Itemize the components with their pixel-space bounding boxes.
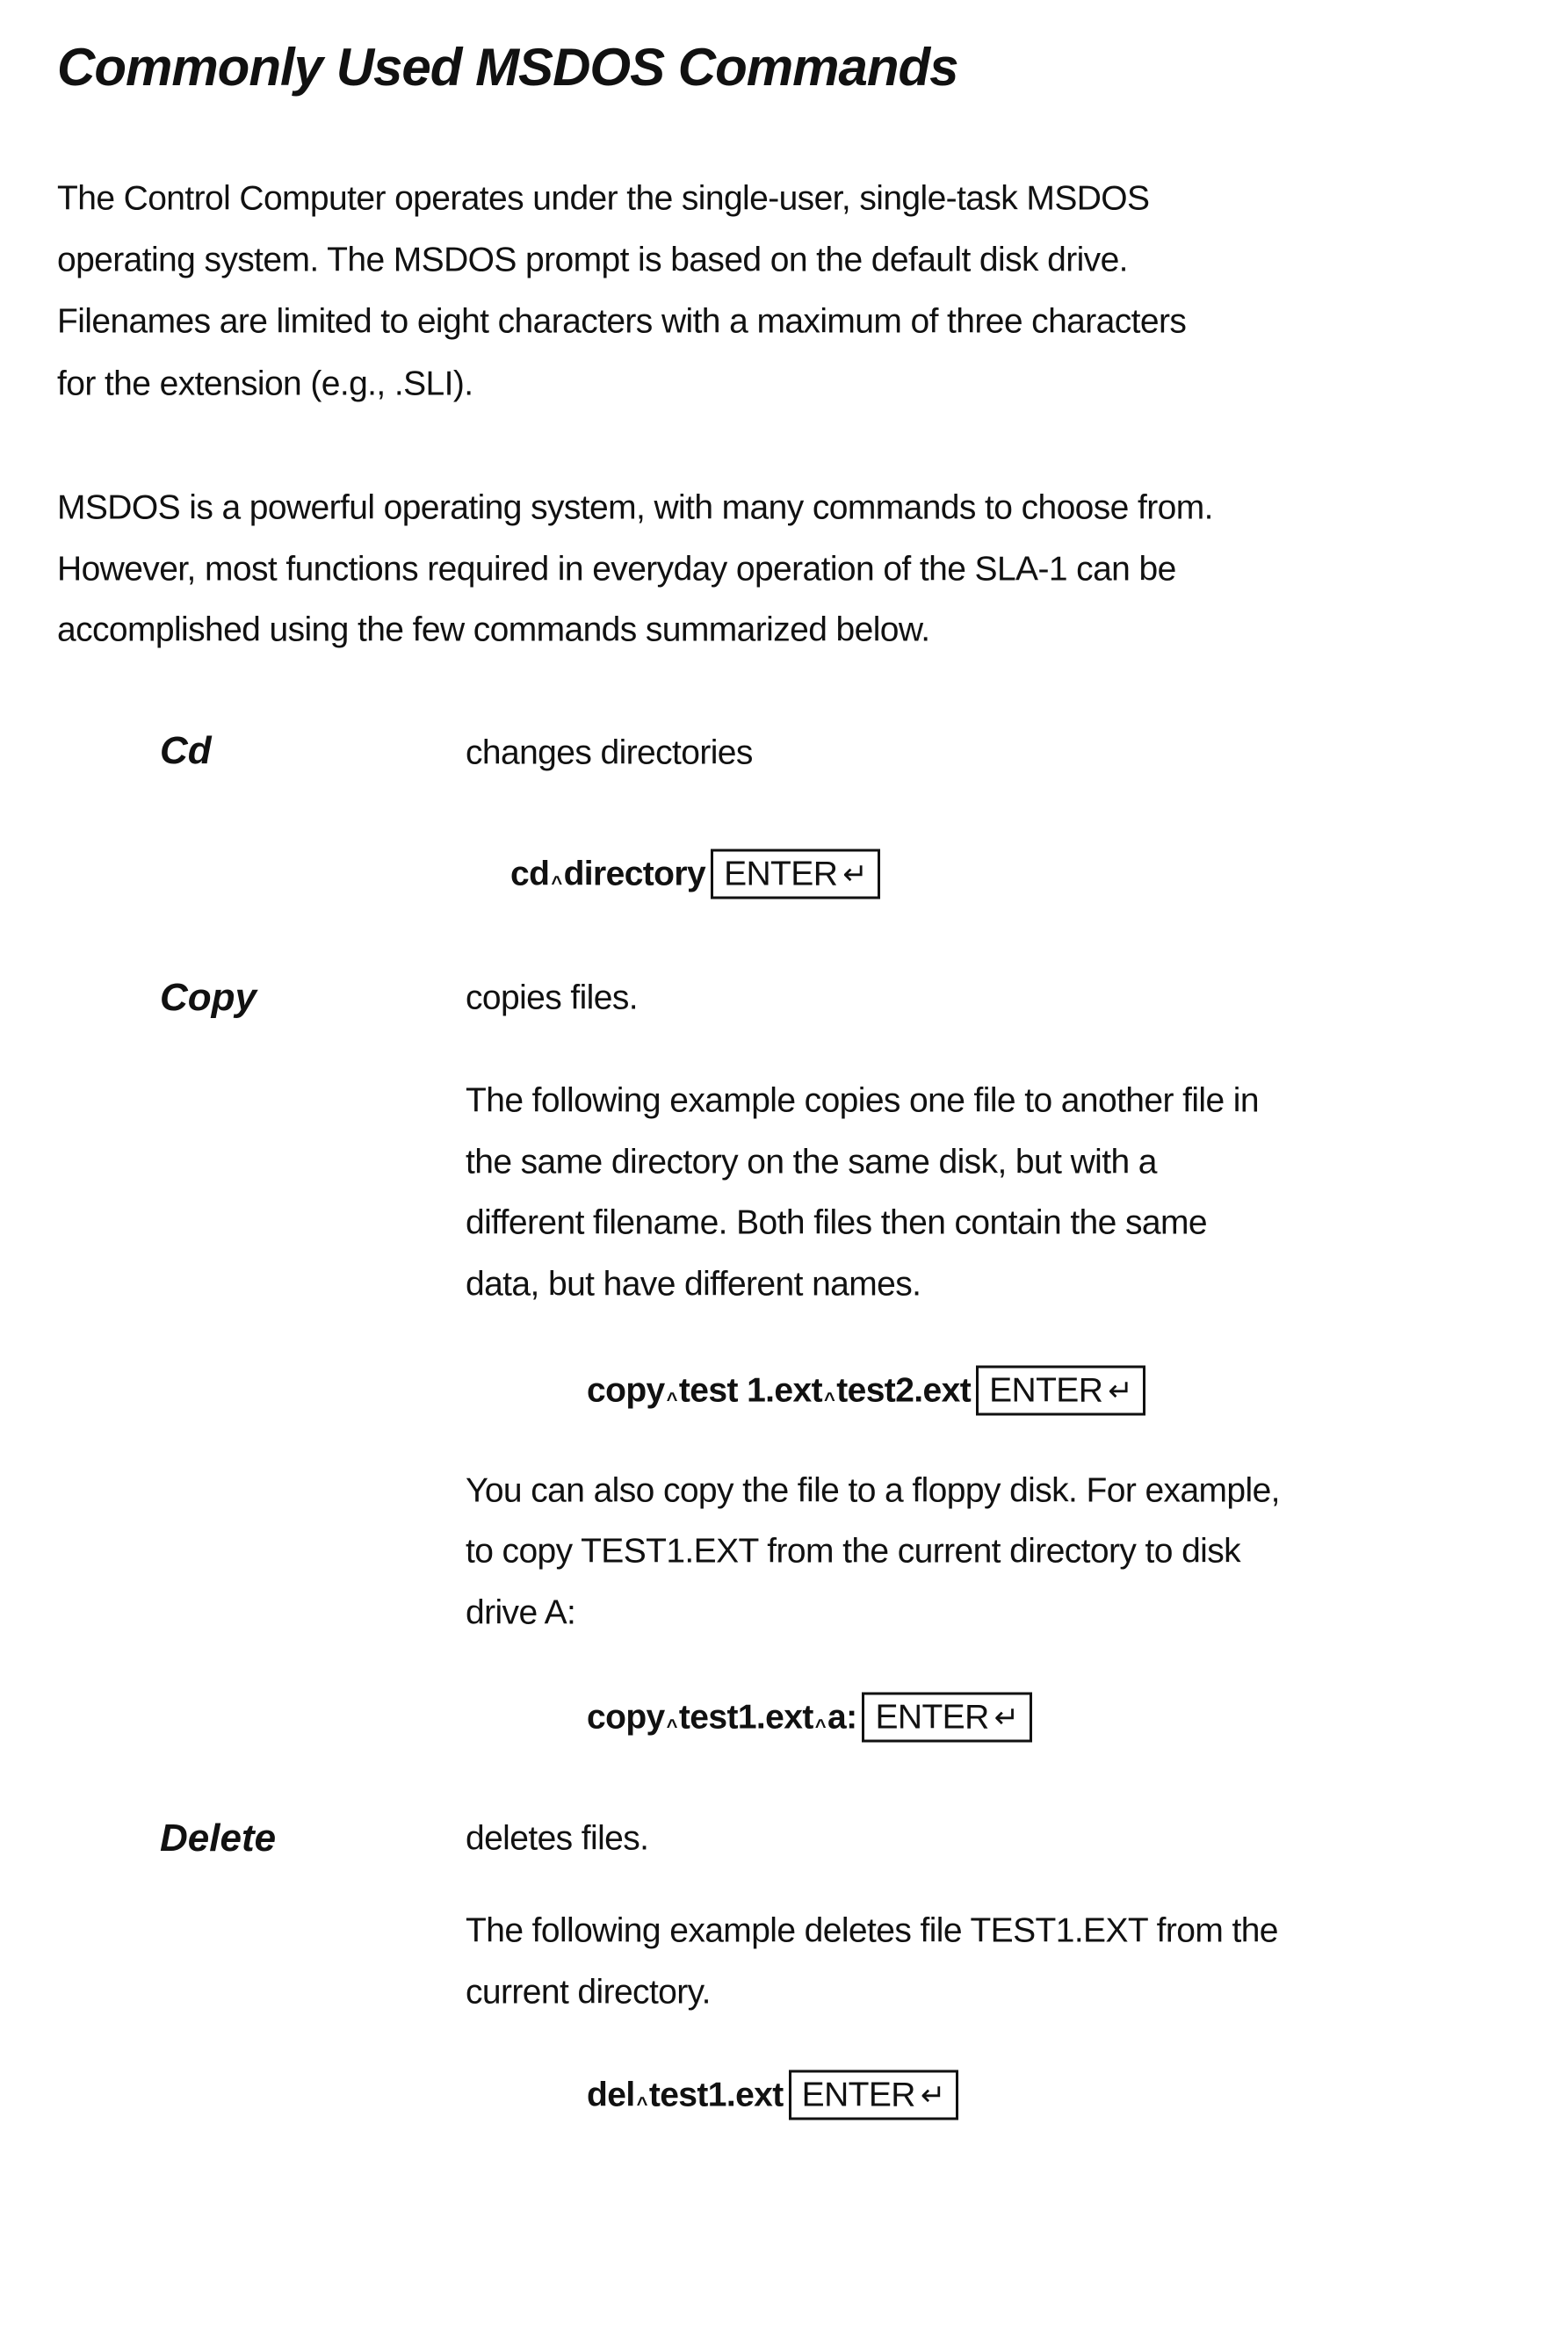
cmd-part: test2.ext xyxy=(836,1374,971,1408)
enter-key xyxy=(789,2070,958,2120)
copy-para2-line: to copy TEST1.EXT from the current directory to disk xyxy=(466,1535,1240,1569)
command-label-copy: Copy xyxy=(160,979,257,1017)
intro2-line: MSDOS is a powerful operating system, with many commands to choose from. xyxy=(57,491,1213,525)
enter-key-label: ENTER xyxy=(989,1374,1102,1408)
cmd-part: cd xyxy=(510,857,549,892)
cmd-part: test1.ext xyxy=(649,2078,784,2113)
space-caret: ^ xyxy=(551,873,561,892)
command-desc-copy: copies files. xyxy=(466,981,638,1015)
space-caret: ^ xyxy=(815,1716,826,1736)
enter-key xyxy=(862,1693,1031,1743)
intro2-line: However, most functions required in everyday operation of the SLA-1 can be xyxy=(57,553,1176,587)
space-caret: ^ xyxy=(824,1390,835,1409)
command-example-cd xyxy=(510,849,880,899)
delete-para-line: current directory. xyxy=(466,1976,711,2010)
command-label-delete: Delete xyxy=(160,1819,276,1858)
cmd-part: test1.ext xyxy=(679,1701,813,1735)
return-arrow-icon: ↵ xyxy=(1108,1376,1132,1405)
cmd-part: copy xyxy=(587,1701,665,1735)
cmd-part: directory xyxy=(564,857,706,892)
copy-para-line: The following example copies one file to another file in xyxy=(466,1084,1259,1118)
enter-key xyxy=(976,1366,1145,1416)
cmd-part: test 1.ext xyxy=(679,1374,822,1408)
intro-line: for the extension (e.g., .SLI). xyxy=(57,367,473,401)
copy-para-line: data, but have different names. xyxy=(466,1268,921,1302)
copy-para-line: the same directory on the same disk, but with a xyxy=(466,1145,1157,1180)
command-desc-cd: changes directories xyxy=(466,736,753,770)
cmd-part: copy xyxy=(587,1374,665,1408)
space-caret: ^ xyxy=(637,2094,647,2113)
return-arrow-icon: ↵ xyxy=(842,859,867,889)
enter-key-label: ENTER xyxy=(724,857,837,892)
intro2-line: accomplished using the few commands summarized below. xyxy=(57,613,930,647)
command-example-copy-2 xyxy=(587,1693,1032,1743)
command-example-copy-1 xyxy=(587,1366,1145,1416)
cmd-part: a: xyxy=(827,1701,856,1735)
command-label-cd: Cd xyxy=(160,732,212,770)
copy-para-line: different filename. Both files then contain the same xyxy=(466,1206,1207,1240)
enter-key-label: ENTER xyxy=(802,2078,915,2113)
space-caret: ^ xyxy=(667,1390,677,1409)
enter-key xyxy=(711,849,880,899)
delete-para-line: The following example deletes file TEST1.EXT from the xyxy=(466,1914,1278,1948)
enter-key-label: ENTER xyxy=(875,1701,988,1735)
return-arrow-icon: ↵ xyxy=(921,2080,945,2110)
space-caret: ^ xyxy=(667,1716,677,1736)
intro-line: The Control Computer operates under the single-user, single-task MSDOS xyxy=(57,182,1149,216)
intro-line: operating system. The MSDOS prompt is based on the default disk drive. xyxy=(57,243,1128,278)
copy-para2-line: drive A: xyxy=(466,1596,575,1630)
command-desc-delete: deletes files. xyxy=(466,1822,648,1856)
intro-line: Filenames are limited to eight characters with a maximum of three characters xyxy=(57,305,1186,339)
page-title: Commonly Used MSDOS Commands xyxy=(57,41,958,94)
copy-para2-line: You can also copy the file to a floppy disk. For example, xyxy=(466,1474,1280,1508)
return-arrow-icon: ↵ xyxy=(994,1702,1019,1732)
command-example-delete xyxy=(587,2070,958,2120)
cmd-part: del xyxy=(587,2078,635,2113)
